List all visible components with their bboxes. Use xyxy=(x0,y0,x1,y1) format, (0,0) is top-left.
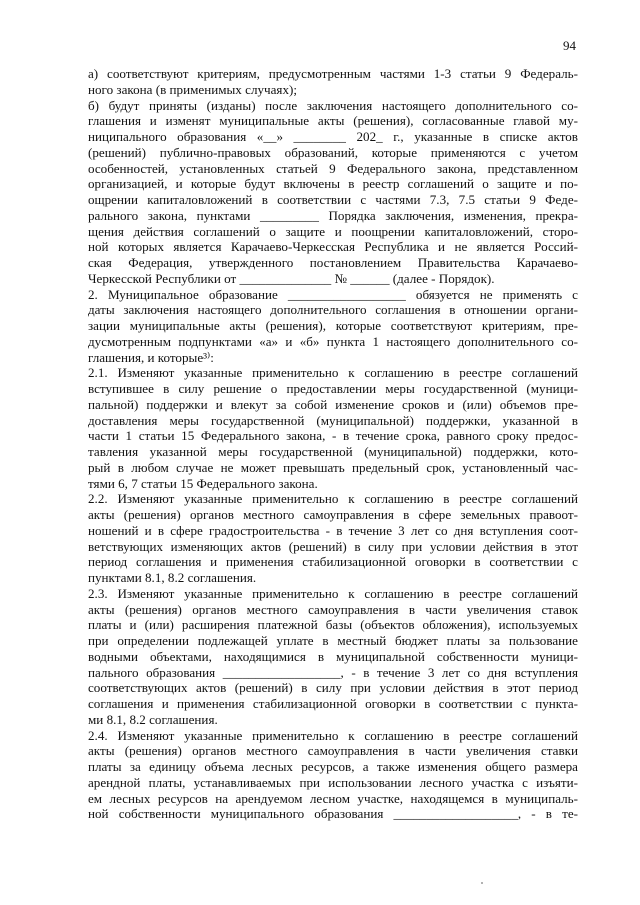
text-line: даты заключения настоящего дополнительного соглашения в отношении органи- xyxy=(88,302,578,318)
text-line: платы за единицу объема лесных ресурсов, а также изменения общего размера xyxy=(88,759,578,774)
text-line: период соглашения и применения стабилизационной оговорки в соответствии с xyxy=(88,554,578,570)
text-line: ной которых является Карачаево-Черкесская Республика и не является Россий- xyxy=(88,239,578,255)
text-line: акты (решения) органов местного самоуправления в части увеличения ставок xyxy=(88,601,578,617)
text-line: акты (решения) органов местного самоуправления в части увеличения ставки xyxy=(88,743,578,759)
text-line: ощрении капиталовложений в соответствии с частями 7.3, 7.5 статьи 9 Феде- xyxy=(88,192,578,207)
text-line: ниципального образования «__» ________ 202_ г., указанные в списке актов xyxy=(88,129,578,144)
text-line: зации муниципальные акты (решения), которые соответствуют критериям, пре- xyxy=(88,318,578,333)
document-body xyxy=(88,66,578,822)
text-line: б) будут приняты (изданы) после заключения настоящего дополнительного со- xyxy=(88,97,578,113)
page-number: 94 xyxy=(563,38,576,53)
text-line: дусмотренным подпунктами «а» и «б» пункта 1 настоящего дополнительного со- xyxy=(88,333,578,349)
text-line: (решений) публично-правовых образований, которые применяются с учетом xyxy=(88,144,578,160)
text-line: ношений и в сфере градостроительства - в течение 3 лет со дня вступления соот- xyxy=(88,522,578,538)
text-line: пальной) поддержки и влекут за собой изменение сроков и (или) объемов пре- xyxy=(88,396,578,412)
text-line: акты (решения) органов местного самоуправления в сфере земельных правоот- xyxy=(88,507,578,522)
text-line: ем лесных ресурсов на арендуемом лесном участке, находящемся в муниципаль- xyxy=(88,790,578,806)
text-line: 2.4. Изменяют указанные применительно к соглашению в реестре соглашений xyxy=(88,727,578,743)
text-line: Черкесской Республики от ______________ № ______ (далее - Порядок). xyxy=(88,270,495,286)
text-line: соответствующих актов (решений) в силу при условии действия в этот период xyxy=(88,680,578,696)
text-line: ми 8.1, 8.2 соглашения. xyxy=(88,711,218,727)
text-line: водными объектами, находящимися в муниципальной собственности муници- xyxy=(88,648,578,664)
text-line: тавления указанной меры государственной (муниципальной) поддержки, кото- xyxy=(88,444,578,459)
scan-artifact xyxy=(481,882,483,884)
text-line: части 1 статьи 15 Федерального закона, - в течение срока, равного сроку предос- xyxy=(88,428,578,444)
text-line: ветствующих изменяющих актов (решений) в силу при условии действия в этот xyxy=(88,538,578,554)
text-line: арендной платы, устанавливаемых при использовании лесного участка с изъяти- xyxy=(88,774,578,790)
text-line: а) соответствуют критериям, предусмотренным частями 1-3 статьи 9 Федераль- xyxy=(88,66,578,81)
text-line: ного закона (в применимых случаях); xyxy=(88,81,297,97)
text-line: 2.2. Изменяют указанные применительно к соглашению в реестре соглашений xyxy=(88,491,578,507)
text-line: 2.3. Изменяют указанные применительно к соглашению в реестре соглашений xyxy=(88,585,578,601)
text-line: доставления меры государственной (муниципальной) поддержки, указанной в xyxy=(88,412,578,428)
text-line: рального закона, пунктами _________ Порядка заключения, изменения, прекра- xyxy=(88,207,578,223)
text-line: особенностей, установленных статьей 9 Федерального закона, представленном xyxy=(88,160,578,176)
text-line: рый в любом случае не может превышать предельный срок, установленный час- xyxy=(88,459,578,475)
text-line: щения действия соглашений о защите и поощрении капиталовложений, сторо- xyxy=(88,223,578,239)
text-line: при определении подлежащей уплате в местный бюджет платы за пользование xyxy=(88,633,578,648)
text-line: глашения и изменят муниципальные акты (решения), согласованные главой му- xyxy=(88,113,578,129)
text-line: 2.1. Изменяют указанные применительно к соглашению в реестре соглашений xyxy=(88,365,578,381)
text-line: ной собственности муниципального образования ___________________, - в те- xyxy=(88,806,578,822)
text-line: платы и (или) расширения платежной базы (объектов обложения), используемых xyxy=(88,617,578,633)
text-line: 2. Муниципальное образование __________________ обязуется не применять с xyxy=(88,286,578,302)
text-line: тями 6, 7 статьи 15 Федерального закона. xyxy=(88,475,318,491)
text-line: глашения, и которые³⁾: xyxy=(88,349,214,365)
text-line: вступившее в силу решение о предоставлении меры государственной (муници- xyxy=(88,381,578,396)
text-line: соглашения и применения стабилизационной оговорки в соответствии с пункта- xyxy=(88,696,578,711)
text-line: пунктами 8.1, 8.2 соглашения. xyxy=(88,570,257,585)
text-line: ская Федерация, утвержденного постановлением Правительства Карачаево- xyxy=(88,255,578,270)
text-line: организацией, и которые будут включены в реестр соглашений о защите и по- xyxy=(88,176,578,192)
text-line: пального образования __________________, - в течение 3 лет со дня вступления xyxy=(88,664,578,680)
